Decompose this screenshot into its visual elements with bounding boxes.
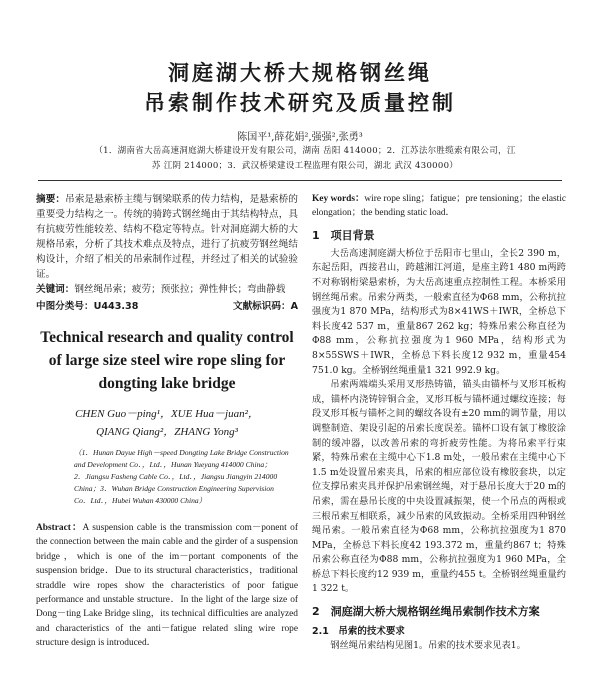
clc-value: U443.38 xyxy=(93,301,139,312)
section-1-heading: 1 项目背景 xyxy=(312,228,375,242)
classification-line xyxy=(36,299,298,314)
keywords-en xyxy=(312,192,566,221)
authors-cn: 陈国平¹,薛花娟²,强强²,张勇³ xyxy=(237,132,363,143)
abstract-en-text: A suspension cable is the transmission com－ponent of the connection between the main cable and the girder of a suspension bridge，which is one of the im－portant components of the suspension bridge．Due to its structural characteristics，traditional straddle wire ropes show the characteristics of poor fatigue performance and unstable structure．In the light of the large size of Dong－ting Lake Bridge sling，its technical difficulties are analyzed and characteristics of the anti－fatigue related sling wire rope structure design is introduced． xyxy=(36,523,298,649)
section-1-paragraph-1: 大岳高速洞庭湖大桥位于岳阳市七里山，全长2 390 m，东起岳阳，西接君山，跨越湘江河道，是座主跨1 480 m两跨不对称钢桁梁悬索桥，为大岳高速重点控制性工程。本桥采用钢丝绳吊索。吊索分两类，一般索直径为Φ68 mm，公称抗拉强度为1 870 MPa，结构形式为8×41WS＋IWR，全桥总下料长度42 537 m，重量867 262 kg；特殊吊索公称直径为Φ88 mm，公称抗拉强度为1 960 MPa，结构形式为8×55SWS＋IWR，全桥总下料长度12 932 m，重量454 751.0 kg。全桥钢丝绳重量1 321 992.9 kg。 xyxy=(312,247,566,376)
paper-title-line-2: 吊索制作技术研究及质量控制 xyxy=(144,91,456,115)
section-1-paragraph-2: 吊索两端端头采用叉形热铸锚，锚头由锚杯与叉形耳板构成，锚杯内浇铸锌铜合金，叉形耳板与锚杯通过螺纹连接；每段叉形耳板与锚杯之间的螺纹各设有±20 mm的调节量，用以调整制造、架设引起的吊索长度误差。锚杯口设有氯丁橡胶涂制的缓冲器，以改善吊索的弯折疲劳性能。为将吊索平行束紧，特殊吊索在主缆中心下1.8 m处，一般吊索在主缆中心下1.5 m处设置吊索夹具，吊索的相应部位设有橡胶套块，以定位支撑吊索夹具并保护吊索钢丝绳，对于悬吊长度大于20 m的吊索，需在悬吊长度的中央设置减振架，使一个吊点的两根或三根吊索互相联系，减少吊索的风致振动。全桥采用四种钢丝绳吊索。一般吊索直径为Φ68 mm，公称抗拉强度为1 870 MPa，全桥总下料长度42 193.372 m，重量约867 t；特殊吊索公称直径为Φ88 mm，公称抗拉强度为1 960 MPa，全桥总下料长度约12 939 m，重量约455 t。全桥钢丝绳重量约1 322 t。 xyxy=(312,379,566,595)
section-2-heading: 2 洞庭湖大桥大规格钢丝绳吊索制作技术方案 xyxy=(312,605,540,619)
keywords-cn-text: 钢丝绳吊索；疲劳；预张拉；弹性伸长；弯曲静载 xyxy=(74,284,286,295)
affiliations-en xyxy=(36,447,298,507)
doc-code xyxy=(233,299,298,314)
header-rule xyxy=(38,180,562,181)
doc-label: 文献标识码： xyxy=(233,301,291,312)
keywords-en-text: wire rope sling；fatigue；pre tensioning；the elastic elongation；the bending static load． xyxy=(312,194,566,219)
authors-en-line-1: CHEN Guo－ping¹，XUE Hua－juan²， xyxy=(75,408,259,420)
doc-value: A xyxy=(290,301,298,312)
authors-en xyxy=(36,405,298,441)
section-2-1-text: 钢丝绳吊索结构见图1。吊索的技术要求见表1。 xyxy=(330,640,526,652)
keywords-cn-label: 关键词： xyxy=(36,284,75,295)
affiliations-cn: （1．湖南省大岳高速洞庭湖大桥建设开发有限公司，湖南 岳阳 414000；2．江苏法尔胜缆索有限公司，江苏 江阴 214000；3．武汉桥梁建设工程监理有限公司，湖北 武汉 430000） xyxy=(94,146,516,171)
authors-en-line-2: QIANG Qiang²，ZHANG Yong³ xyxy=(96,426,238,438)
left-column xyxy=(36,192,298,660)
abstract-cn-text: 吊索是悬索桥主缆与钢梁联系的传力结构，是悬索桥的重要受力结构之一。传统的骑跨式钢丝绳由于其结构特点，具有抗疲劳性能较差、结构不稳定等特点。针对洞庭湖大桥的大规格吊索，分析了其技术难点及特点，进行了抗疲劳钢丝绳结构设计，介绍了相关的吊索制作过程，并经过了相关的试验验证。 xyxy=(36,194,299,280)
english-title: Technical research and quality control of large size steel wire rope sling for dongting lake bridge xyxy=(40,329,294,392)
paper-title-line-1: 洞庭湖大桥大规格钢丝绳 xyxy=(168,61,432,85)
keywords-en-label: Key words： xyxy=(312,194,365,204)
abstract-cn xyxy=(36,192,298,282)
affiliation-en-2: 2．Jiangsu Fasheng Cable Co．，Ltd．，Jiangsu Jiangyin 214000 China；3．Wuhan Bridge Construction Engineering Supervision Co．Ltd．，Hubei Wuhan 430000 China） xyxy=(74,472,278,505)
affiliation-en-1: （1．Hunan Dayue High－speed Dongting Lake Bridge Construction and Development Co．，Ltd．，Hunan Yueyang 414000 China； xyxy=(74,448,289,469)
clc-number xyxy=(36,299,138,314)
abstract-en xyxy=(36,521,298,651)
right-column xyxy=(312,192,566,654)
abstract-cn-label: 摘要： xyxy=(36,194,66,205)
section-2-1-heading: 2.1 吊索的技术要求 xyxy=(312,626,405,638)
clc-label: 中图分类号： xyxy=(36,301,94,312)
keywords-cn xyxy=(36,282,298,297)
abstract-en-label: Abstract： xyxy=(36,523,83,533)
